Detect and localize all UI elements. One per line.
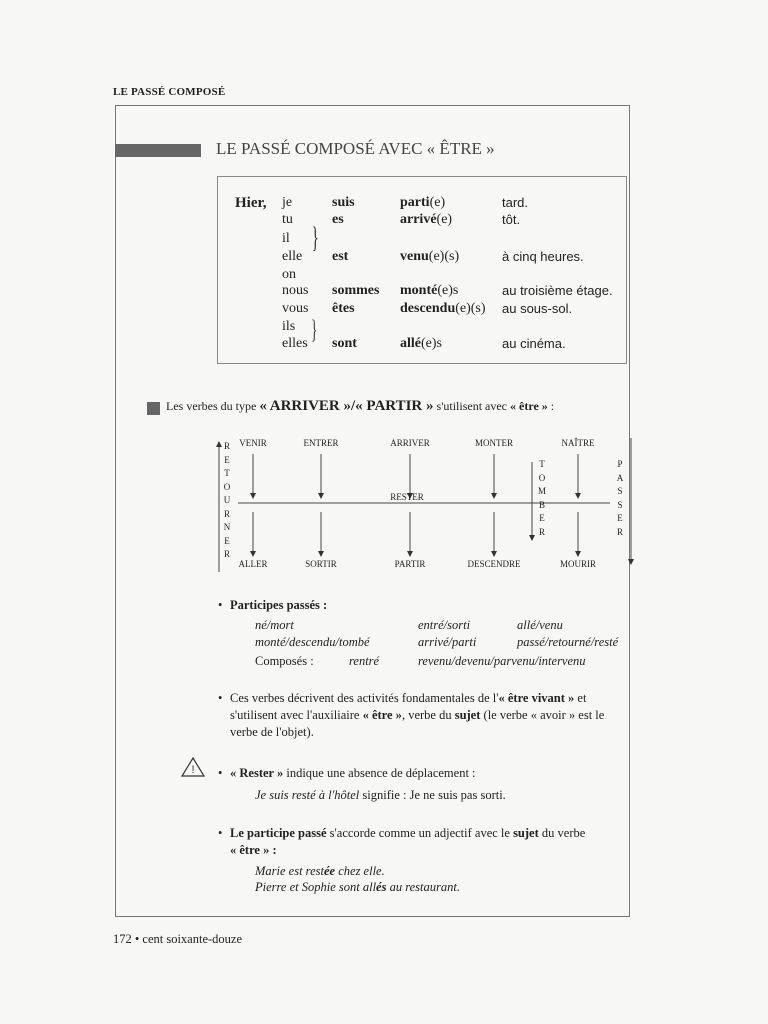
p1-l1a: Ces verbes décrivent des activités fondamentales de l' <box>230 691 499 705</box>
types-prefix: Les verbes du type <box>166 399 257 413</box>
conj-pronoun: je <box>282 195 293 210</box>
accord-rule <box>230 825 635 859</box>
conj-auxiliary: êtes <box>332 301 355 316</box>
middle-verb-rester: RESTER <box>390 492 424 502</box>
p1-l2a: s'utilisent avec l'auxiliaire <box>230 708 363 722</box>
conjugation-box <box>217 176 627 364</box>
conj-pronoun: tu <box>282 212 293 227</box>
conj-participle-stem: arrivé <box>400 212 437 227</box>
conj-complement: à cinq heures. <box>502 249 584 264</box>
accord-term: Le participe passé <box>230 826 327 840</box>
p1-l2e: (le verbe « avoir » est le <box>480 708 605 722</box>
bottom-verb-partir: PARTIR <box>394 559 426 569</box>
tomber-vertical-label: T O M B E R <box>537 459 546 537</box>
brace-ils-elles: } <box>311 315 318 344</box>
conj-pronoun: ils <box>282 319 296 334</box>
participes-heading: Participes passés : <box>230 598 328 612</box>
rester-term: « Rester » <box>230 766 284 780</box>
conj-participle <box>400 336 442 352</box>
rester-example-italic: Je suis resté à l'hôtel <box>255 788 360 802</box>
paragraph1-line1 <box>230 690 635 707</box>
rester-example <box>255 787 506 804</box>
conj-participle-ending: (e) <box>429 195 446 210</box>
verbs-diagram <box>210 432 640 577</box>
conj-auxiliary: sommes <box>332 283 380 298</box>
conj-auxiliary: suis <box>332 195 355 210</box>
conj-participle <box>400 195 445 211</box>
top-verb-venir: VENIR <box>239 438 267 448</box>
p1-etre: « être » <box>362 708 402 722</box>
conj-complement: au cinéma. <box>502 336 566 351</box>
accord-line1 <box>230 825 635 842</box>
paragraph1 <box>230 690 635 741</box>
brace-il-elle-on: } <box>311 221 319 254</box>
square-bullet <box>147 402 160 415</box>
conj-participle <box>400 301 486 317</box>
svg-text:!: ! <box>191 764 195 776</box>
conj-auxiliary: es <box>332 212 344 227</box>
top-verb-arriver: ARRIVER <box>390 438 430 448</box>
conj-participle <box>400 249 459 265</box>
diagram-lines <box>210 432 640 577</box>
conj-participle-stem: venu <box>400 249 429 264</box>
p1-l1c: et <box>574 691 587 705</box>
conj-participle <box>400 212 452 228</box>
top-verb-entrer: ENTRER <box>303 438 339 448</box>
ex2-ending: és <box>376 880 387 894</box>
types-line <box>166 398 554 415</box>
types-colon: : <box>547 399 555 413</box>
paragraph1-line2 <box>230 707 635 724</box>
participes-col2-3: revenu/devenu/parvenu/intervenu <box>418 654 586 668</box>
accord-b: s'accorde comme un adjectif avec le <box>326 826 514 840</box>
rester-bullet: • <box>218 766 223 780</box>
accord-d: du verbe <box>538 826 586 840</box>
title-bar-decoration <box>115 144 201 157</box>
ex1-a: Marie est rest <box>255 864 324 878</box>
conj-participle-stem: monté <box>400 283 438 298</box>
conj-auxiliary: est <box>332 249 349 264</box>
ex2-c: au restaurant. <box>386 880 460 894</box>
types-verbs: « ARRIVER »/« PARTIR » <box>259 398 434 414</box>
retourner-vertical-label: R E T O U R N E R <box>223 441 231 559</box>
accord-sujet: sujet <box>513 826 539 840</box>
accord-example2 <box>255 879 460 896</box>
p1-sujet: sujet <box>454 708 481 722</box>
accord-etre: « être » : <box>230 843 277 857</box>
conj-participle-stem: descendu <box>400 301 456 316</box>
participes-col3-2: passé/retourné/resté <box>517 635 619 649</box>
conj-pronoun: elle <box>282 249 303 264</box>
composes-label: Composés : <box>255 654 314 668</box>
section-title: LE PASSÉ COMPOSÉ AVEC « ÊTRE » <box>216 139 495 158</box>
bottom-verb-aller: ALLER <box>238 559 268 569</box>
warning-icon <box>180 756 206 778</box>
accord-example1 <box>255 863 385 880</box>
composes-value: rentré <box>349 654 380 668</box>
ex1-c: chez elle. <box>335 864 385 878</box>
page-number-words: cent soixante-douze <box>142 932 242 946</box>
top-verb-monter: MONTER <box>475 438 513 448</box>
conj-participle <box>400 283 458 299</box>
passer-vertical-label: P A S S E R <box>616 459 624 537</box>
ex1-ending: ée <box>323 864 336 878</box>
hier-label: Hier, <box>235 195 267 211</box>
conj-pronoun: vous <box>282 301 309 316</box>
bottom-verb-sortir: SORTIR <box>305 559 337 569</box>
participes-col1-1: né/mort <box>255 618 294 632</box>
participes-col1-2: monté/descendu/tombé <box>255 635 370 649</box>
conj-pronoun: elles <box>282 336 308 351</box>
conj-participle-ending: (e)s <box>437 283 459 298</box>
conj-participle-ending: (e)(s) <box>455 301 486 316</box>
page-number: 172 <box>113 932 132 946</box>
p1-l2c: , verbe du <box>401 708 455 722</box>
conj-complement: tôt. <box>502 212 521 227</box>
accord-bullet: • <box>218 826 223 840</box>
page-footer: 172 • cent soixante-douze <box>113 932 242 946</box>
types-suffix: s'utilisent avec <box>436 399 508 413</box>
participes-col2-1: entré/sorti <box>418 618 471 632</box>
participes-bullet: • <box>218 598 223 612</box>
conj-complement: au sous-sol. <box>502 301 573 316</box>
conj-complement: tard. <box>502 195 529 210</box>
bottom-verb-mourir: MOURIR <box>559 559 597 569</box>
participes-col3-1: allé/venu <box>517 618 563 632</box>
p1-etre-vivant: « être vivant » <box>498 691 575 705</box>
rester-note <box>230 765 476 782</box>
conj-participle-stem: parti <box>400 195 430 210</box>
conj-pronoun: nous <box>282 283 309 298</box>
paragraph1-line3: verbe de l'objet). <box>230 725 314 739</box>
conj-participle-stem: allé <box>400 336 421 351</box>
conj-participle-ending: (e)(s) <box>428 249 460 264</box>
conj-participle-ending: (e) <box>436 212 453 227</box>
rester-desc: indique une absence de déplacement : <box>283 766 476 780</box>
top-verb-naître: NAÎTRE <box>561 438 595 448</box>
conj-complement: au troisième étage. <box>502 283 613 298</box>
types-etre: « être » <box>510 399 548 413</box>
running-head: LE PASSÉ COMPOSÉ <box>113 86 226 98</box>
conj-pronoun: on <box>282 267 296 282</box>
conj-participle-ending: (e)s <box>421 336 442 351</box>
accord-line2 <box>230 842 635 859</box>
participes-col2-2: arrivé/parti <box>418 635 477 649</box>
bottom-verb-descendre: DESCENDRE <box>467 559 521 569</box>
rester-example-rest: signifie : Je ne suis pas sorti. <box>359 788 506 802</box>
ex2-a: Pierre et Sophie sont all <box>255 880 377 894</box>
conj-auxiliary: sont <box>332 336 357 351</box>
paragraph1-bullet: • <box>218 691 223 705</box>
conj-pronoun: il <box>282 231 290 246</box>
